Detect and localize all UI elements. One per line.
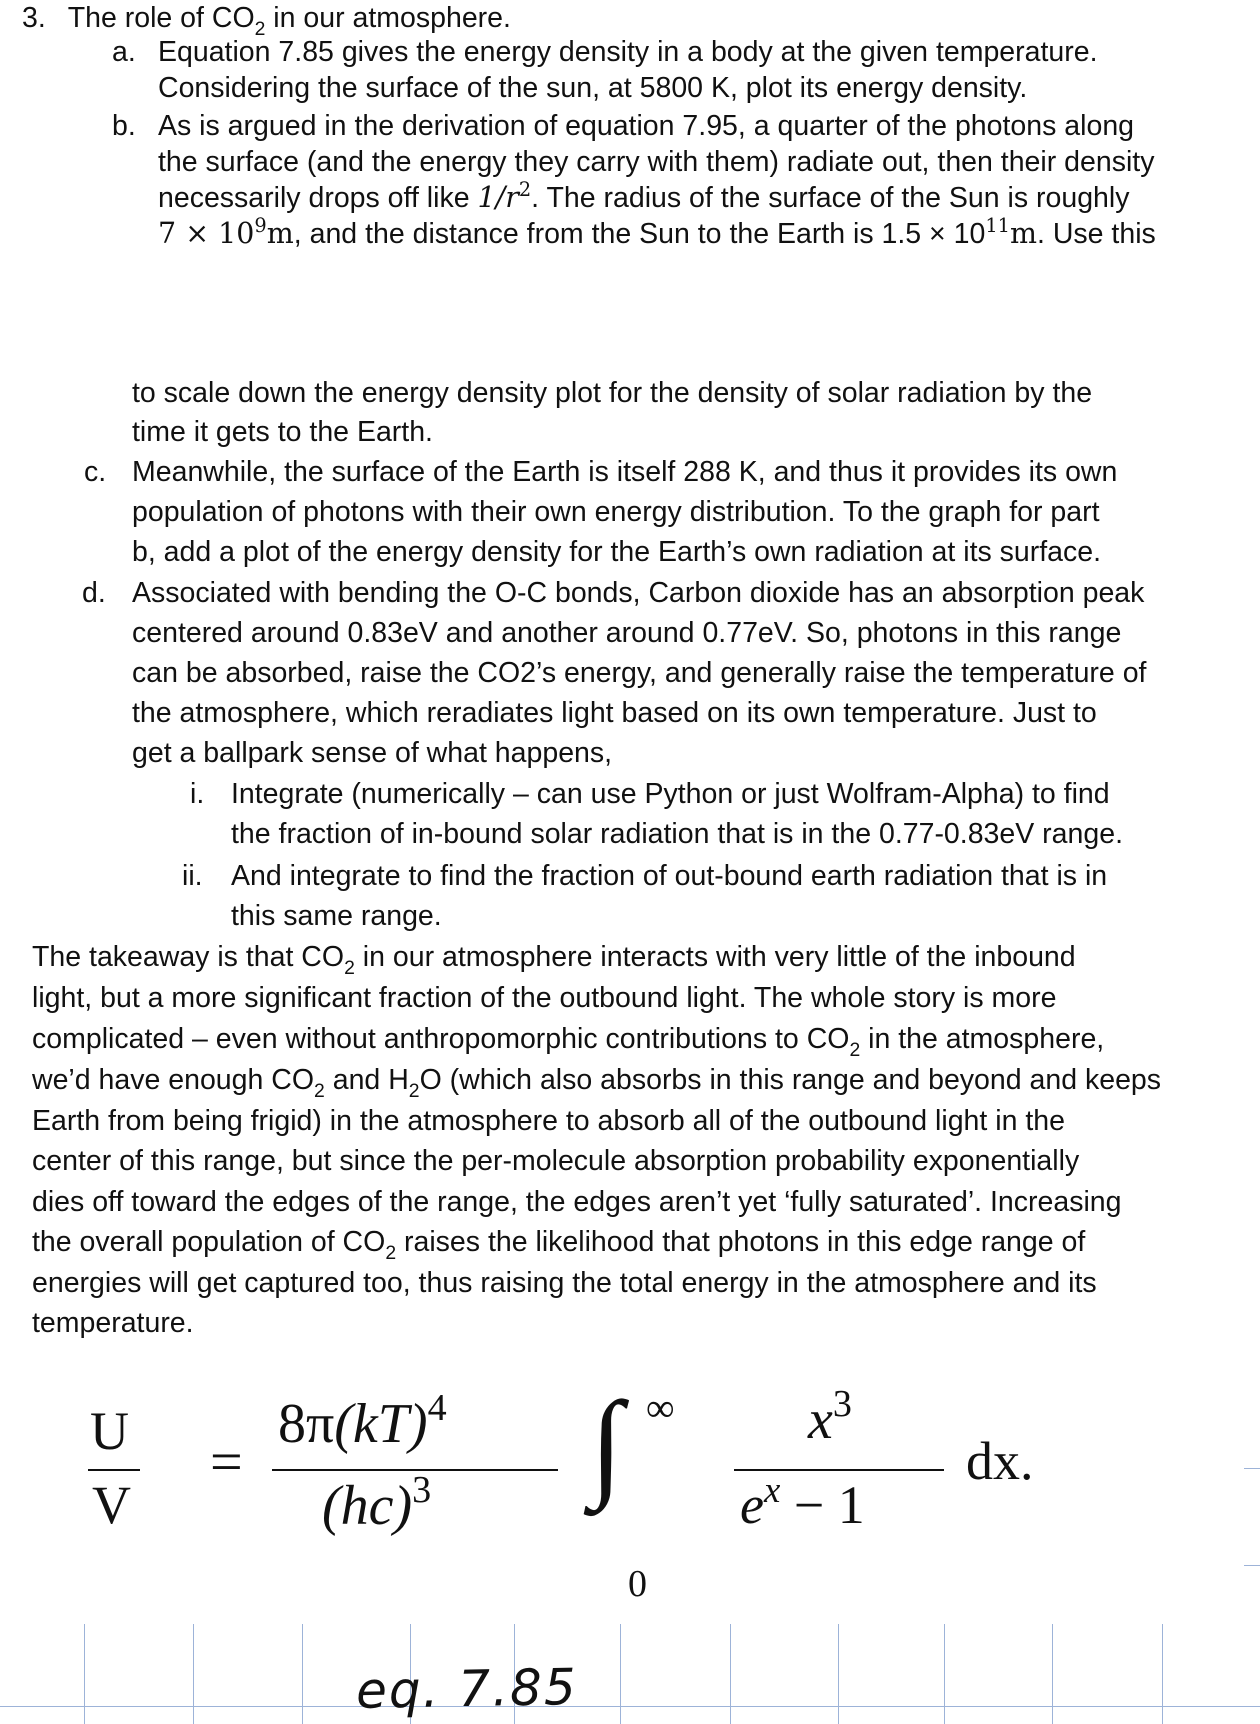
eq-kT-exponent: 4 (427, 1387, 447, 1430)
takeaway-l3-post: in the atmosphere, (860, 1023, 1105, 1055)
sub-i-line-1: Integrate (numerically – can use Python or just Wolfram-Alpha) to find (231, 778, 1110, 810)
takeaway-line-6: center of this range, but since the per-molecule absorption probability exponentially (32, 1145, 1080, 1177)
handwritten-equation-label: eq. 7.85 (355, 1658, 579, 1720)
inverse-square-exponent: 2 (518, 177, 532, 201)
grid-line-vertical (84, 1624, 85, 1724)
eq-hc-exponent: 3 (412, 1469, 432, 1512)
takeaway-line-4 (32, 1062, 1162, 1102)
sub-i-line-2: the fraction of in-bound solar radiation that is in the 0.77-0.83eV range. (231, 818, 1123, 850)
sub-ii-label: ii. (182, 860, 203, 892)
eq-prefactor-denominator (322, 1469, 432, 1538)
part-b-line-1: As is argued in the derivation of equation 7.95, a quarter of the photons along (158, 110, 1135, 142)
edge-tick (1244, 1468, 1260, 1469)
eq-8pi: 8π (278, 1393, 335, 1455)
distance-exponent: 11 (985, 213, 1010, 237)
eq-lhs-fraction-bar (88, 1469, 140, 1471)
eq-lhs-numerator: U (90, 1401, 129, 1461)
part-c-label: c. (84, 456, 107, 488)
part-a-line-1: Equation 7.85 gives the energy density in a body at the given temperature. (158, 36, 1098, 68)
edge-tick (1244, 1565, 1260, 1566)
problem-title-sub: 2 (254, 17, 266, 40)
grid-line-vertical (730, 1624, 731, 1724)
takeaway-line-10: temperature. (32, 1307, 194, 1339)
takeaway-line-1 (32, 939, 1076, 979)
part-d-line-4: the atmosphere, which reradiates light based on its own temperature. Just to (132, 697, 1097, 729)
part-d-line-3: can be absorbed, raise the CO2’s energy, and generally raise the temperature of (132, 657, 1147, 689)
takeaway-line-2: light, but a more significant fraction of the outbound light. The whole story is more (32, 982, 1057, 1014)
takeaway-l1-pre: The takeaway is that CO (32, 941, 345, 973)
part-b-line-4 (158, 213, 1156, 252)
takeaway-l4-sub2: 2 (408, 1079, 420, 1102)
grid-line-vertical (620, 1624, 621, 1724)
part-c-line-2: population of photons with their own energy distribution. To the graph for part (132, 496, 1100, 528)
part-b-line-5: to scale down the energy density plot for the density of solar radiation by the (132, 377, 1093, 409)
part-b-line-3-post: . The radius of the surface of the Sun is roughly (531, 182, 1130, 214)
eq-integrand-denominator (740, 1469, 865, 1536)
takeaway-l4-mid: and H (324, 1064, 409, 1096)
takeaway-line-3 (32, 1021, 1105, 1061)
grid-line-vertical (302, 1624, 303, 1724)
eq-x-exponent: 3 (832, 1383, 852, 1426)
part-d-line-5: get a ballpark sense of what happens, (132, 737, 613, 769)
grid-line-vertical (193, 1624, 194, 1724)
part-d-line-2: centered around 0.83eV and another around 0.77eV. So, photons in this range (132, 617, 1122, 649)
takeaway-l4-sub: 2 (314, 1079, 325, 1102)
takeaway-line-9: energies will get captured too, thus raising the total energy in the atmosphere and its (32, 1267, 1097, 1299)
takeaway-l1-sub: 2 (344, 956, 355, 979)
takeaway-line-8 (32, 1224, 1086, 1264)
sun-radius-unit: m (266, 217, 294, 250)
takeaway-l8-pre: the overall population of CO (32, 1226, 386, 1258)
part-d-line-1: Associated with bending the O-C bonds, Carbon dioxide has an absorption peak (132, 577, 1145, 609)
part-b-line-6: time it gets to the Earth. (132, 416, 433, 448)
grid-line-vertical (944, 1624, 945, 1724)
sun-radius-exponent: 9 (254, 213, 267, 237)
part-b-line-4-mid: , and the distance from the Sun to the Earth is 1.5 × 10 (293, 218, 986, 250)
part-b-label: b. (112, 110, 136, 142)
part-d-label: d. (82, 577, 106, 609)
sub-ii-line-1: And integrate to find the fraction of out-bound earth radiation that is in (231, 860, 1108, 892)
eq-lhs-denominator: V (92, 1475, 131, 1535)
eq-integrand-numerator (808, 1383, 852, 1452)
distance-unit: m (1009, 217, 1037, 250)
grid-line-vertical (838, 1624, 839, 1724)
eq-integral-sign: ∫ (590, 1377, 623, 1510)
takeaway-l8-sub: 2 (385, 1241, 397, 1264)
grid-line-horizontal (0, 1706, 1260, 1707)
part-a-label: a. (112, 36, 136, 68)
eq-kT: (kT) (334, 1393, 428, 1455)
part-b-line-4-post: . Use this (1037, 218, 1156, 250)
eq-minus-one: − 1 (780, 1475, 865, 1535)
takeaway-l4-post: O (which also absorbs in this range and beyond and keeps (419, 1064, 1162, 1096)
sub-i-label: i. (190, 778, 205, 810)
takeaway-l3-sub: 2 (849, 1038, 861, 1061)
takeaway-l1-post: in our atmosphere interacts with very little of the inbound (354, 941, 1076, 973)
eq-x: x (808, 1389, 833, 1451)
problem-title-post: in our atmosphere. (265, 2, 511, 34)
eq-e: e (740, 1475, 764, 1535)
eq-integral-lower-limit: 0 (628, 1563, 647, 1605)
part-c-line-3: b, add a plot of the energy density for the Earth’s own radiation at its surface. (132, 536, 1102, 568)
eq-differential: dx. (966, 1431, 1034, 1491)
part-b-line-3-pre: necessarily drops off like (158, 182, 478, 214)
grid-line-vertical (1052, 1624, 1053, 1724)
takeaway-line-7: dies off toward the edges of the range, the edges aren’t yet ‘fully saturated’. Increasing (32, 1186, 1122, 1218)
eq-e-exponent: x (763, 1469, 781, 1511)
inverse-square-math: 1/r (477, 181, 519, 214)
eq-equals-sign: = (210, 1429, 243, 1494)
problem-number: 3. (22, 2, 46, 34)
takeaway-l4-pre: we’d have enough CO (32, 1064, 315, 1096)
part-a-line-2: Considering the surface of the sun, at 5800 K, plot its energy density. (158, 72, 1028, 104)
sub-ii-line-2: this same range. (231, 900, 442, 932)
sun-radius-value: 7 × 10 (158, 217, 255, 250)
takeaway-line-5: Earth from being frigid) in the atmosphere to absorb all of the outbound light in the (32, 1105, 1065, 1137)
part-b-line-2: the surface (and the energy they carry with them) radiate out, then their density (158, 146, 1155, 178)
grid-line-vertical (1162, 1624, 1163, 1724)
takeaway-l3-pre: complicated – even without anthropomorphic contributions to CO (32, 1023, 850, 1055)
eq-integral-upper-limit: ∞ (646, 1385, 675, 1430)
eq-hc: (hc) (322, 1475, 413, 1537)
problem-title-pre: The role of CO (67, 2, 255, 34)
part-b-line-3 (158, 177, 1130, 216)
eq-prefactor-numerator (278, 1387, 447, 1456)
part-c-line-1: Meanwhile, the surface of the Earth is itself 288 K, and thus it provides its own (132, 456, 1118, 488)
problem-heading (22, 0, 511, 40)
takeaway-l8-post: raises the likelihood that photons in this edge range of (396, 1226, 1086, 1258)
